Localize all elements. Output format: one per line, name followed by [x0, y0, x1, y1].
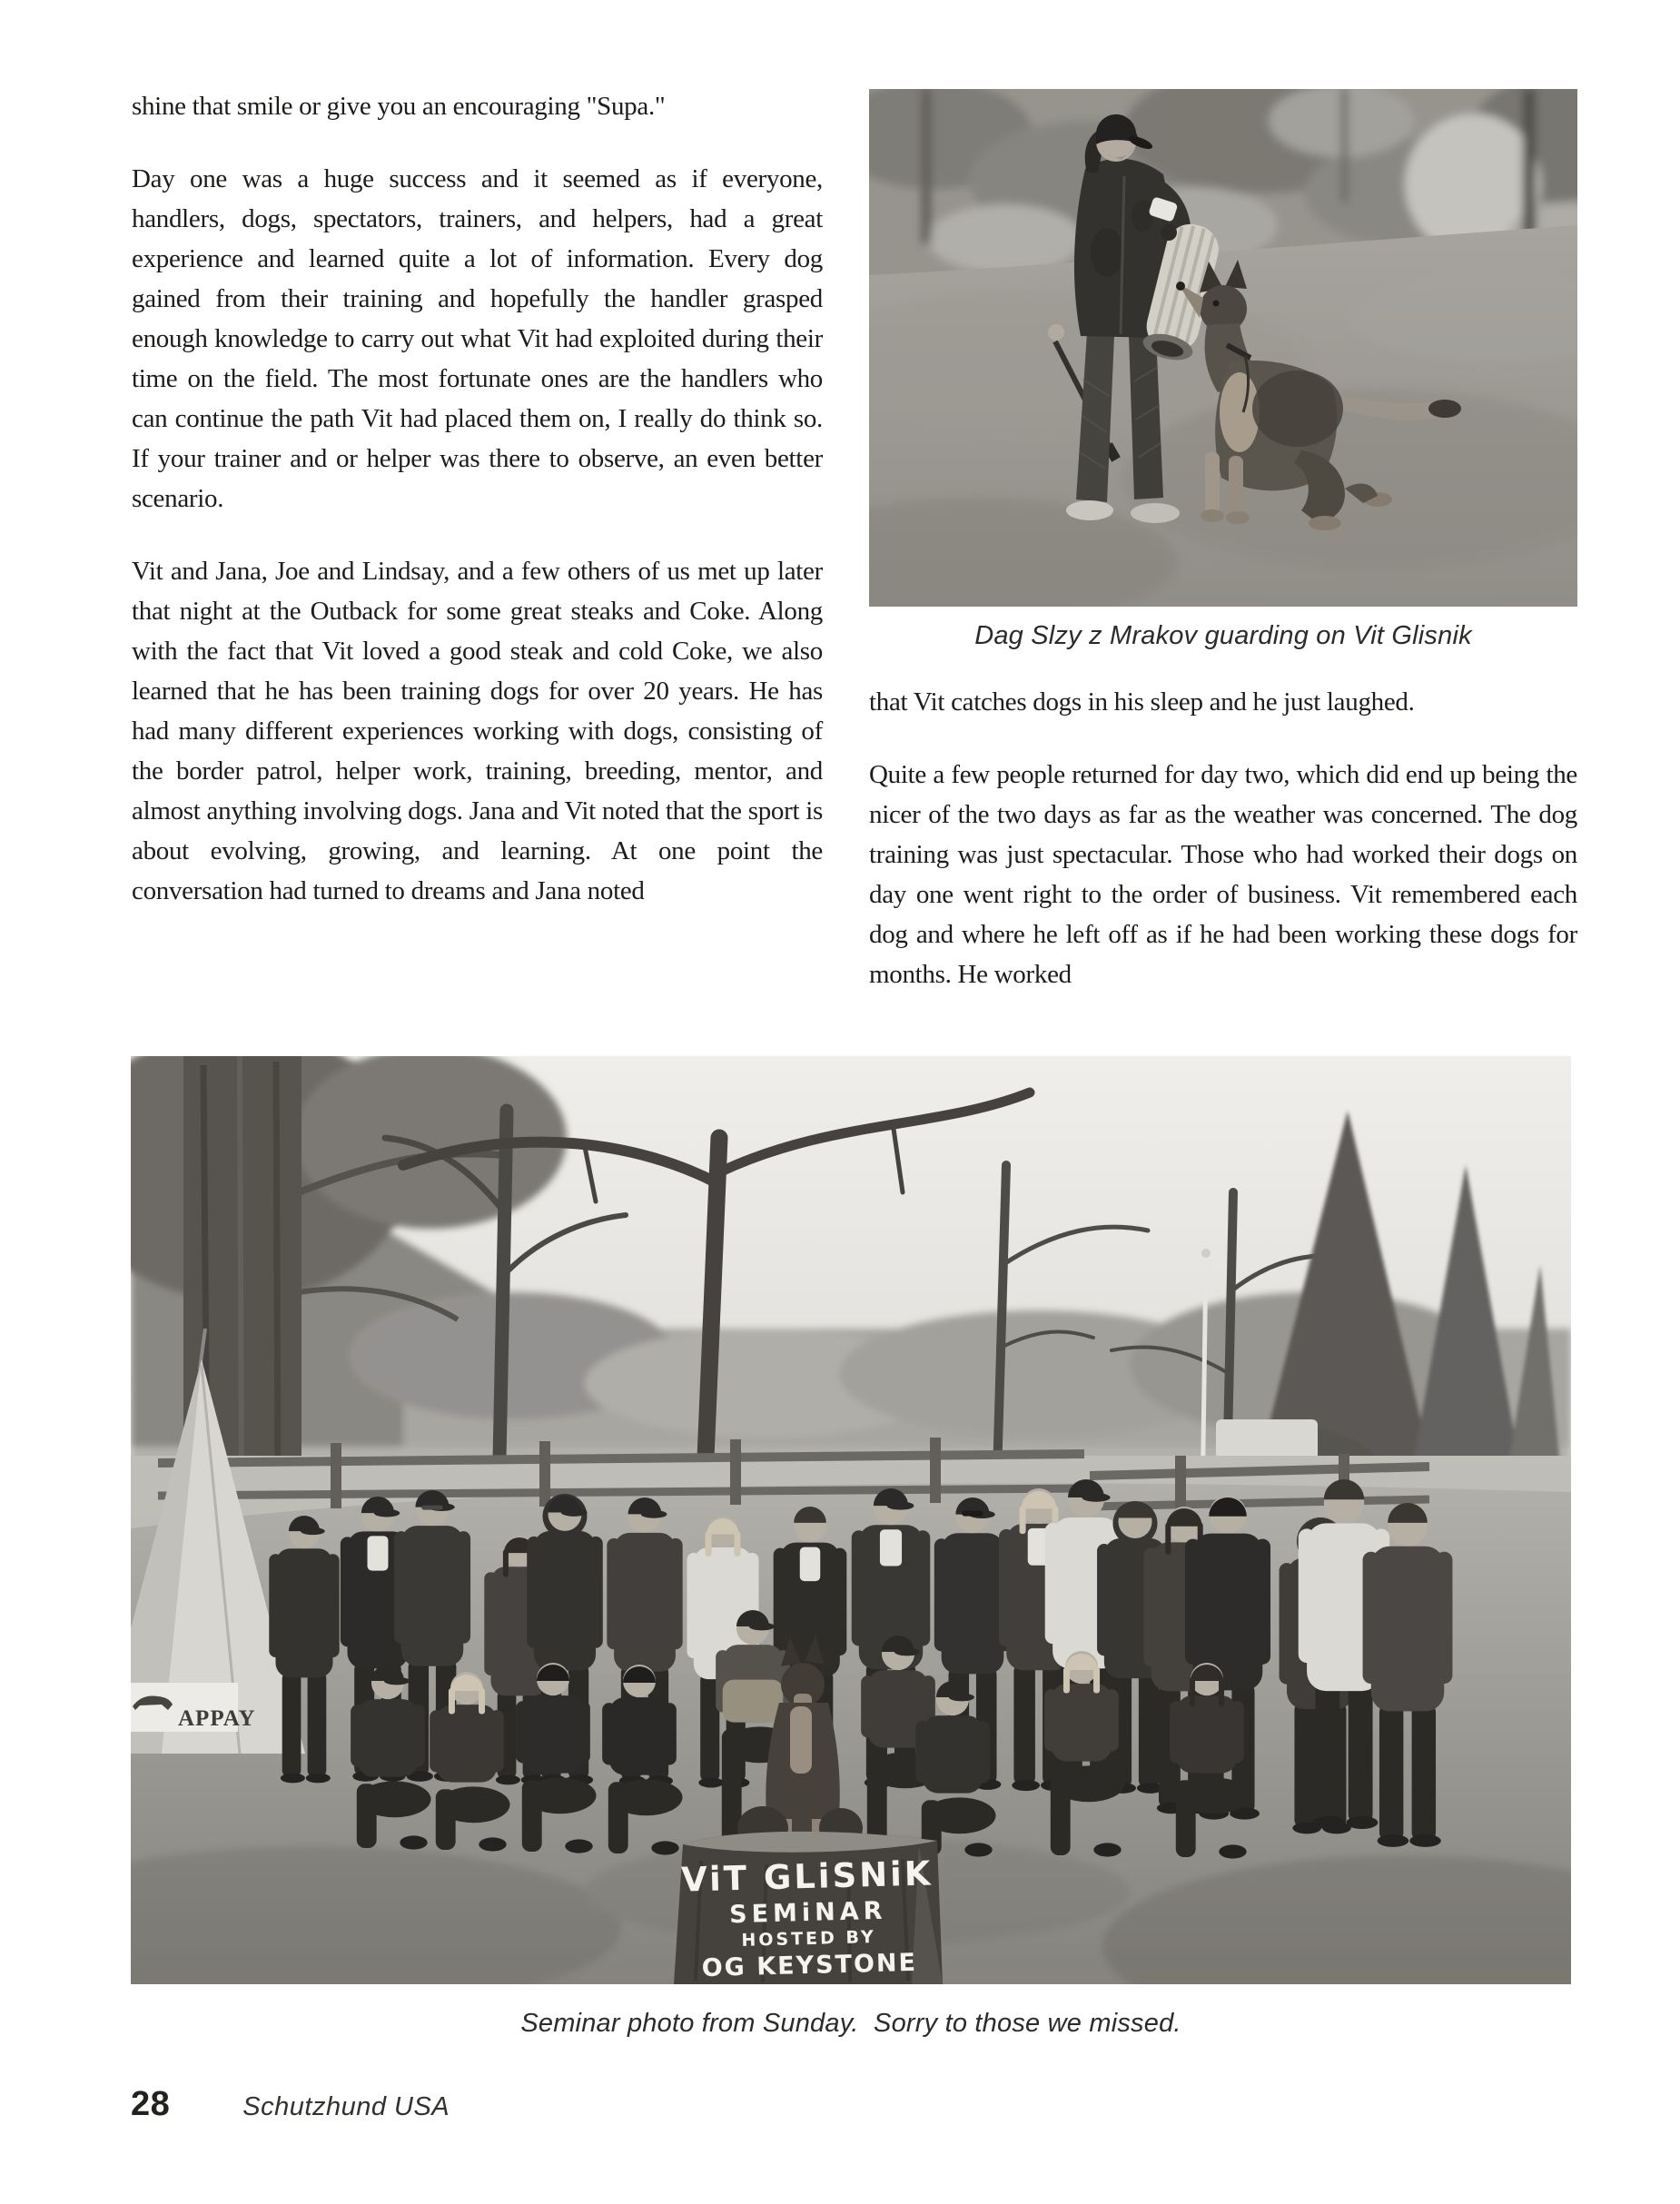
stump-sign-line4: OG KEYSTONE — [701, 1948, 918, 1983]
paragraph: that Vit catches dogs in his sleep and he just laughed. — [869, 687, 1415, 717]
group-photo-caption: Seminar photo from Sunday. Sorry to those we missed. — [520, 2009, 1181, 2038]
right-column — [869, 89, 1577, 1027]
flagpole-top — [1201, 1249, 1211, 1258]
stump-sign-line2: SEMiNAR — [728, 1896, 887, 1930]
guard-photo-scene — [869, 89, 1577, 607]
paragraph: shine that smile or give you an encouraging "Supa." — [132, 92, 666, 121]
page-number: 28 — [131, 2085, 171, 2123]
guard-photo-caption: Dag Slzy z Mrakov guarding on Vit Glisnik — [974, 621, 1472, 650]
page-footer — [131, 2085, 450, 2124]
paragraph: Quite a few people returned for day two, which did end up being the nicer of the two days as far as the weather was concerned. The dog training was just spectacular. Those who had worked their dogs on day one went right to the order of business. Vit remembered each dog and where he left off as if he had been working these dogs for months. He worked — [869, 760, 1577, 989]
magazine-title: Schutzhund USA — [242, 2092, 450, 2121]
tent-banner-text: APPAY — [178, 1706, 256, 1731]
stump-sign — [674, 1832, 943, 1984]
left-column — [132, 86, 823, 944]
group-photo — [131, 1056, 1571, 1984]
paragraph: Vit and Jana, Joe and Lindsay, and a few others of us met up later that night at the Outback for some great steaks and Coke. Along with the fact that Vit loved a good steak and cold Coke, we also learned that he has been training dogs for over 20 years. He has had many different experiences working with dogs, consisting of the border patrol, helper work, training, breeding, mentor, and almost anything involving dogs. Jana and Vit noted that the sport is about evolving, growing, and learning. At one point the conversation had turned to dreams and Jana noted — [132, 557, 823, 905]
guard-photo — [869, 89, 1577, 607]
stump-sign-line3: HOSTED BY — [741, 1927, 876, 1951]
group-photo-scene — [131, 1056, 1571, 1984]
stump-sign-line1: ViT GLiSNiK — [680, 1853, 934, 1900]
distant-canopy — [1216, 1419, 1318, 1461]
paragraph: Day one was a huge success and it seemed as if everyone, handlers, dogs, spectators, trainers, and helpers, had a great experience and learned quite a lot of information. Every dog gained from their training and hopefully the handler grasped enough knowledge to carry out what Vit had exploited during their time on the field. The most fortunate ones are the handlers who can continue the path Vit had placed them on, I really do think so. If your trainer and or helper was there to observe, an even better scenario. — [132, 164, 823, 513]
